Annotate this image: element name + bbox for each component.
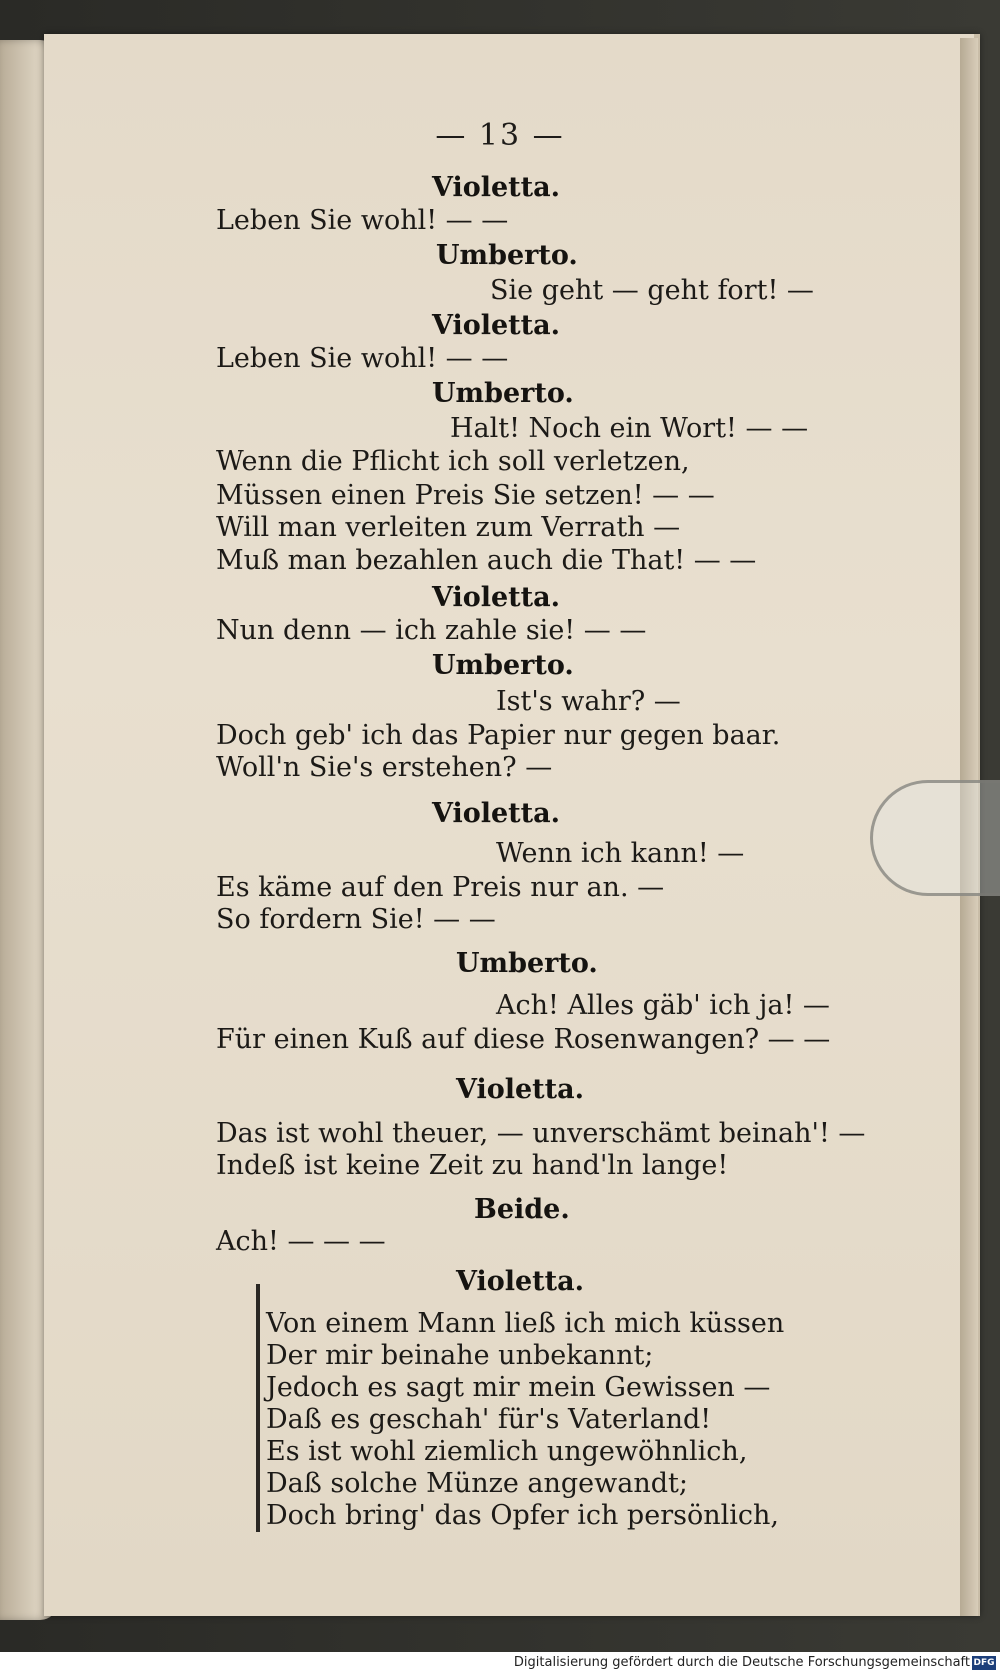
text-line: Leben Sie wohl! — — xyxy=(216,343,509,374)
footer-bar xyxy=(0,1652,1000,1674)
text-line: So fordern Sie! — — xyxy=(216,904,496,935)
speaker-name: Umberto. xyxy=(432,650,574,681)
speaker-name: Violetta. xyxy=(456,1266,585,1297)
text-line: Ist's wahr? — xyxy=(496,686,681,717)
page-clip xyxy=(870,780,1000,896)
verse-line: Daß solche Münze angewandt; xyxy=(266,1468,688,1499)
text-line: Muß man bezahlen auch die That! — — xyxy=(216,545,757,576)
text-line: Nun denn — ich zahle sie! — — xyxy=(216,615,647,646)
dfg-logo: DFG xyxy=(973,1658,995,1668)
speaker-name: Umberto. xyxy=(432,378,574,409)
text-line: Wenn ich kann! — xyxy=(496,838,745,869)
funding-credit: Digitalisierung gefördert durch die Deutsche Forschungsgemeinschaft xyxy=(513,1655,970,1670)
text-line: Leben Sie wohl! — — xyxy=(216,205,509,236)
speaker-name: Violetta. xyxy=(456,1074,585,1105)
text-line: Das ist wohl theuer, — unverschämt beinah'! — xyxy=(216,1118,866,1149)
verse-line: Daß es geschah' für's Vaterland! xyxy=(266,1404,712,1435)
text-line: Ach! Alles gäb' ich ja! — xyxy=(496,990,830,1021)
text-line: Halt! Noch ein Wort! — — xyxy=(450,413,809,444)
text-line: Müssen einen Preis Sie setzen! — — xyxy=(216,480,715,511)
text-line: Sie geht — geht fort! — xyxy=(490,275,814,306)
speaker-name: Beide. xyxy=(474,1194,570,1225)
speaker-name: Violetta. xyxy=(432,798,561,829)
text-line: Woll'n Sie's erstehen? — xyxy=(216,752,553,783)
verse-line: Jedoch es sagt mir mein Gewissen — xyxy=(266,1372,771,1403)
verse-line: Es ist wohl ziemlich ungewöhnlich, xyxy=(266,1436,748,1467)
text-line: Ach! — — — xyxy=(216,1226,386,1257)
verse-line: Doch bring' das Opfer ich persönlich, xyxy=(266,1500,779,1531)
page-number: — 13 — xyxy=(435,118,565,153)
text-line: Es käme auf den Preis nur an. — xyxy=(216,872,665,903)
verse-line: Von einem Mann ließ ich mich küssen xyxy=(266,1308,785,1339)
text-line: Für einen Kuß auf diese Rosenwangen? — — xyxy=(216,1024,831,1055)
text-line: Will man verleiten zum Verrath — xyxy=(216,512,681,543)
verse-line: Der mir beinahe unbekannt; xyxy=(266,1340,654,1371)
text-line: Indeß ist keine Zeit zu hand'ln lange! xyxy=(216,1150,729,1181)
speaker-name: Umberto. xyxy=(436,240,578,271)
speaker-name: Umberto. xyxy=(456,948,598,979)
speaker-name: Violetta. xyxy=(432,172,561,203)
text-line: Wenn die Pflicht ich soll verletzen, xyxy=(216,446,690,477)
speaker-name: Violetta. xyxy=(432,582,561,613)
speaker-name: Violetta. xyxy=(432,310,561,341)
text-line: Doch geb' ich das Papier nur gegen baar. xyxy=(216,720,781,751)
verse-bracket xyxy=(256,1284,260,1532)
